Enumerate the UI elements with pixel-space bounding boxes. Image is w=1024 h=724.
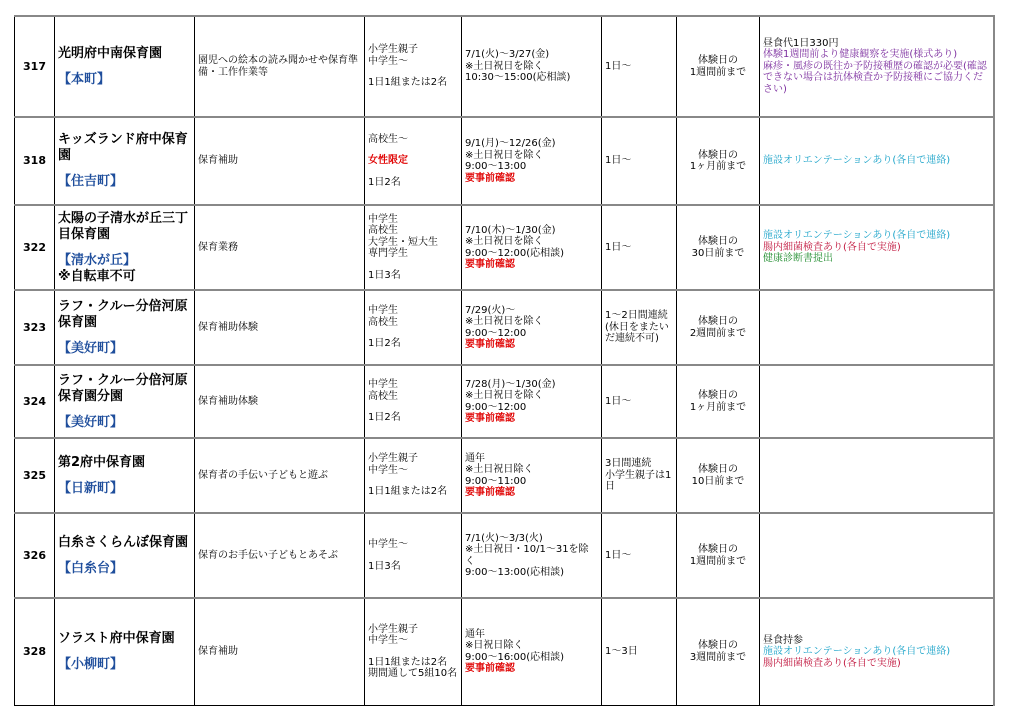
duration-line: 小学生親子は1日 bbox=[605, 469, 672, 493]
capacity-text: 1日3名 bbox=[368, 560, 401, 572]
duration-cell bbox=[602, 513, 677, 598]
eligibility-line: 高校生 bbox=[368, 316, 398, 328]
deadline-line: 1ヶ月前まで bbox=[689, 401, 747, 413]
period-cell bbox=[462, 438, 602, 513]
period-line: ※土日祝日を除く bbox=[465, 149, 544, 161]
note-line: 体験1週間前より健康観察を実施(様式あり) bbox=[763, 49, 958, 61]
period-line: 9:00～13:00 bbox=[465, 161, 527, 172]
note-line: 健康診断書提出 bbox=[763, 253, 833, 265]
facility-cell bbox=[55, 513, 195, 598]
duration-line: 1日～ bbox=[605, 549, 632, 561]
capacity-extra: 期間通して5組10名 bbox=[368, 668, 458, 680]
activity-text: 園児への絵本の読み聞かせや保育準備・工作作業等 bbox=[198, 55, 358, 78]
period-line: 9:00～16:00(応相談) bbox=[465, 651, 565, 663]
confirm-required: 要事前確認 bbox=[465, 339, 515, 350]
period-line: 9:00～11:00 bbox=[465, 475, 527, 487]
eligibility-cell bbox=[365, 205, 462, 290]
duration-line: (休日をまたいだ連続不可) bbox=[605, 321, 669, 345]
notes-cell bbox=[760, 365, 994, 438]
confirm-required: 要事前確認 bbox=[465, 172, 515, 184]
activity-cell bbox=[195, 598, 365, 705]
period-cell bbox=[462, 513, 602, 598]
facility-cell bbox=[55, 205, 195, 290]
note-line: 施設オリエンテーションあり(各自で連絡) bbox=[763, 155, 951, 167]
period-line: 10:30～15:00(応相談) bbox=[465, 72, 571, 84]
eligibility-line: 高校生 bbox=[368, 390, 398, 402]
activity-text: 保育者の手伝い子どもと遊ぶ bbox=[198, 469, 328, 481]
eligibility-line: 小学生親子 bbox=[368, 623, 418, 635]
deadline-cell bbox=[677, 290, 760, 365]
facility-cell bbox=[55, 438, 195, 513]
activity-text: 保育補助 bbox=[198, 646, 238, 657]
facility-area: 【美好町】 bbox=[58, 340, 124, 356]
period-line: 9:00～12:00(応相談) bbox=[465, 247, 565, 259]
period-line: ※土日祝日を除く bbox=[465, 60, 544, 72]
duration-cell bbox=[602, 438, 677, 513]
facility-area: 【清水が丘】 bbox=[58, 252, 137, 268]
deadline-line: 1ヶ月前まで bbox=[689, 161, 747, 172]
period-line: ※土日祝日除く bbox=[465, 464, 534, 475]
eligibility-line: 高校生 bbox=[368, 225, 398, 237]
table-row bbox=[15, 117, 994, 205]
eligibility-line: 中学生 bbox=[368, 305, 398, 317]
period-cell bbox=[462, 290, 602, 365]
deadline-line: 体験日の bbox=[698, 55, 738, 66]
facility-name: 光明府中南保育園 bbox=[58, 45, 163, 61]
period-line: ※土日祝日・10/1～31を除く bbox=[465, 544, 589, 567]
spacer bbox=[368, 67, 458, 77]
confirm-required: 要事前確認 bbox=[465, 259, 515, 270]
duration-line: 1日～ bbox=[605, 60, 632, 72]
deadline-line: 2週間前まで bbox=[689, 327, 747, 339]
facility-number: 326 bbox=[15, 513, 55, 598]
activity-text: 保育補助体験 bbox=[198, 321, 258, 333]
spacer bbox=[368, 260, 458, 270]
deadline-cell bbox=[677, 598, 760, 705]
duration-cell bbox=[602, 598, 677, 705]
eligibility-line: 大学生・短大生 bbox=[368, 236, 438, 248]
activity-cell bbox=[195, 16, 365, 117]
deadline-line: 10日前まで bbox=[691, 475, 745, 487]
facility-cell bbox=[55, 365, 195, 438]
facility-area: 【住吉町】 bbox=[58, 174, 124, 189]
deadline-line: 体験日の bbox=[698, 544, 738, 555]
facility-area-note: ※自転車不可 bbox=[58, 268, 136, 284]
confirm-required: 要事前確認 bbox=[465, 487, 515, 498]
activity-text: 保育のお手伝い子どもとあそぶ bbox=[198, 549, 338, 561]
table-row bbox=[15, 16, 994, 117]
capacity-text: 1日2名 bbox=[368, 338, 401, 350]
period-line: ※日祝日除く bbox=[465, 640, 524, 652]
deadline-cell bbox=[677, 365, 760, 438]
period-line: 7/1(火)～3/27(金) bbox=[465, 49, 550, 61]
duration-cell bbox=[602, 365, 677, 438]
period-line: 通年 bbox=[465, 452, 485, 464]
table-row bbox=[15, 438, 994, 513]
period-cell bbox=[462, 16, 602, 117]
eligibility-line: 小学生親子 bbox=[368, 453, 418, 465]
eligibility-cell bbox=[365, 513, 462, 598]
eligibility-line: 中学生～ bbox=[368, 464, 408, 476]
note-line: 昼食持参 bbox=[763, 634, 803, 646]
facility-cell bbox=[55, 290, 195, 365]
deadline-line: 30日前まで bbox=[691, 247, 745, 259]
period-line: 9:00～13:00(応相談) bbox=[465, 567, 565, 578]
facility-name: 太陽の子清水が丘三丁目保育園 bbox=[58, 210, 189, 242]
period-line: 9/1(月)～12/26(金) bbox=[465, 138, 556, 149]
facility-number: 317 bbox=[15, 16, 55, 117]
table-row bbox=[15, 513, 994, 598]
notes-cell bbox=[760, 205, 994, 290]
activity-text: 保育補助体験 bbox=[198, 395, 258, 407]
period-line: ※土日祝日を除く bbox=[465, 236, 544, 247]
notes-cell bbox=[760, 438, 994, 513]
duration-line: 1日～ bbox=[605, 155, 632, 167]
notes-cell bbox=[760, 16, 994, 117]
capacity-text: 1日1組または2名 bbox=[368, 486, 448, 498]
eligibility-line: 専門学生 bbox=[368, 248, 408, 260]
facility-name: 第2府中保育園 bbox=[58, 454, 146, 470]
activity-cell bbox=[195, 290, 365, 365]
period-line: ※土日祝日を除く bbox=[465, 390, 544, 401]
activity-cell bbox=[195, 513, 365, 598]
duration-cell bbox=[602, 16, 677, 117]
facility-name: ラフ・クルー分倍河原保育園 bbox=[58, 298, 188, 330]
spacer bbox=[368, 145, 458, 155]
period-cell bbox=[462, 365, 602, 438]
facility-name: ソラスト府中保育園 bbox=[58, 630, 175, 646]
period-line: 通年 bbox=[465, 628, 485, 640]
deadline-cell bbox=[677, 16, 760, 117]
notes-cell bbox=[760, 117, 994, 205]
confirm-required: 要事前確認 bbox=[465, 663, 515, 675]
deadline-line: 3週間前まで bbox=[689, 651, 747, 663]
deadline-line: 体験日の bbox=[698, 236, 738, 247]
period-line: 7/1(火)～3/3(火) bbox=[465, 532, 543, 544]
period-line: 7/10(木)～1/30(金) bbox=[465, 224, 556, 236]
eligibility-line: 中学生～ bbox=[368, 539, 408, 550]
eligibility-cell bbox=[365, 117, 462, 205]
note-line: 腸内細菌検査あり(各自で実施) bbox=[763, 241, 901, 253]
eligibility-line: 中学生～ bbox=[368, 55, 408, 67]
capacity-text: 1日2名 bbox=[368, 412, 401, 424]
facility-area: 【美好町】 bbox=[58, 414, 124, 430]
spacer bbox=[368, 167, 458, 177]
activity-cell bbox=[195, 365, 365, 438]
period-line: ※土日祝日を除く bbox=[465, 316, 544, 327]
note-line: 施設オリエンテーションあり(各自で連絡) bbox=[763, 230, 951, 242]
period-cell bbox=[462, 205, 602, 290]
duration-cell bbox=[602, 290, 677, 365]
eligibility-line: 中学生～ bbox=[368, 635, 408, 647]
spacer bbox=[368, 328, 458, 338]
deadline-cell bbox=[677, 205, 760, 290]
deadline-line: 体験日の bbox=[698, 640, 738, 652]
note-line: 昼食代1日330円 bbox=[763, 37, 839, 49]
note-line: 腸内細菌検査あり(各自で実施) bbox=[763, 657, 901, 669]
deadline-line: 1週間前まで bbox=[689, 555, 747, 567]
deadline-cell bbox=[677, 438, 760, 513]
table-row bbox=[15, 365, 994, 438]
deadline-cell bbox=[677, 513, 760, 598]
facility-name: 白糸さくらんぼ保育園 bbox=[58, 534, 189, 550]
facility-area: 【本町】 bbox=[58, 71, 111, 87]
period-line: 7/28(月)～1/30(金) bbox=[465, 378, 556, 390]
capacity-text: 1日1組または2名 bbox=[368, 77, 448, 89]
capacity-text: 1日1組または2名 bbox=[368, 656, 448, 668]
notes-cell bbox=[760, 290, 994, 365]
duration-cell bbox=[602, 117, 677, 205]
duration-line: 1日～ bbox=[605, 395, 632, 407]
duration-line: 3日間連続 bbox=[605, 458, 652, 470]
facility-cell bbox=[55, 117, 195, 205]
activity-text: 保育業務 bbox=[198, 241, 238, 253]
facility-name: ラフ・クルー分倍河原保育園分園 bbox=[58, 372, 188, 404]
facility-number: 323 bbox=[15, 290, 55, 365]
deadline-line: 体験日の bbox=[698, 390, 738, 401]
activity-cell bbox=[195, 117, 365, 205]
facility-table bbox=[14, 15, 995, 706]
facility-number: 318 bbox=[15, 117, 55, 205]
eligibility-line: 高校生～ bbox=[368, 133, 408, 145]
eligibility-line: 中学生 bbox=[368, 379, 398, 391]
facility-area: 【小柳町】 bbox=[58, 656, 124, 672]
period-cell bbox=[462, 598, 602, 705]
duration-line: 1日～ bbox=[605, 241, 632, 253]
period-line: 9:00～12:00 bbox=[465, 327, 527, 339]
facility-number: 322 bbox=[15, 205, 55, 290]
note-line: 麻疹・風疹の既往か予防接種歴の確認が必要(確認できない場合は抗体検査か予防接種にご協力ください) bbox=[763, 60, 987, 95]
spacer bbox=[368, 551, 458, 561]
period-cell bbox=[462, 117, 602, 205]
duration-line: 1～3日 bbox=[605, 646, 638, 657]
capacity-text: 1日2名 bbox=[368, 176, 401, 188]
facility-cell bbox=[55, 16, 195, 117]
spacer bbox=[368, 647, 458, 657]
facility-name: キッズランド府中保育園 bbox=[58, 132, 188, 163]
facility-area: 【日新町】 bbox=[58, 480, 124, 496]
facility-number: 325 bbox=[15, 438, 55, 513]
notes-cell bbox=[760, 598, 994, 705]
activity-text: 保育補助 bbox=[198, 155, 238, 167]
activity-cell bbox=[195, 205, 365, 290]
duration-cell bbox=[602, 205, 677, 290]
table-row bbox=[15, 290, 994, 365]
gender-restriction: 女性限定 bbox=[368, 155, 408, 167]
deadline-line: 体験日の bbox=[698, 149, 738, 161]
eligibility-cell bbox=[365, 290, 462, 365]
eligibility-line: 小学生親子 bbox=[368, 44, 418, 56]
deadline-cell bbox=[677, 117, 760, 205]
period-line: 9:00～12:00 bbox=[465, 401, 527, 413]
eligibility-cell bbox=[365, 438, 462, 513]
period-line: 7/29(火)～ bbox=[465, 304, 516, 316]
facility-number: 328 bbox=[15, 598, 55, 705]
facility-number: 324 bbox=[15, 365, 55, 438]
spacer bbox=[368, 476, 458, 486]
capacity-text: 1日3名 bbox=[368, 269, 401, 281]
notes-cell bbox=[760, 513, 994, 598]
deadline-line: 体験日の bbox=[698, 464, 738, 475]
duration-line: 1～2日間連続 bbox=[605, 310, 668, 322]
table-row bbox=[15, 205, 994, 290]
deadline-line: 1週間前まで bbox=[689, 66, 747, 78]
table-row bbox=[15, 598, 994, 705]
facility-area: 【白糸台】 bbox=[58, 560, 124, 576]
confirm-required: 要事前確認 bbox=[465, 413, 515, 424]
note-line: 施設オリエンテーションあり(各自で連絡) bbox=[763, 646, 951, 657]
facility-cell bbox=[55, 598, 195, 705]
eligibility-line: 中学生 bbox=[368, 213, 398, 225]
activity-cell bbox=[195, 438, 365, 513]
spacer bbox=[368, 402, 458, 412]
eligibility-cell bbox=[365, 598, 462, 705]
deadline-line: 体験日の bbox=[698, 316, 738, 327]
eligibility-cell bbox=[365, 365, 462, 438]
eligibility-cell bbox=[365, 16, 462, 117]
